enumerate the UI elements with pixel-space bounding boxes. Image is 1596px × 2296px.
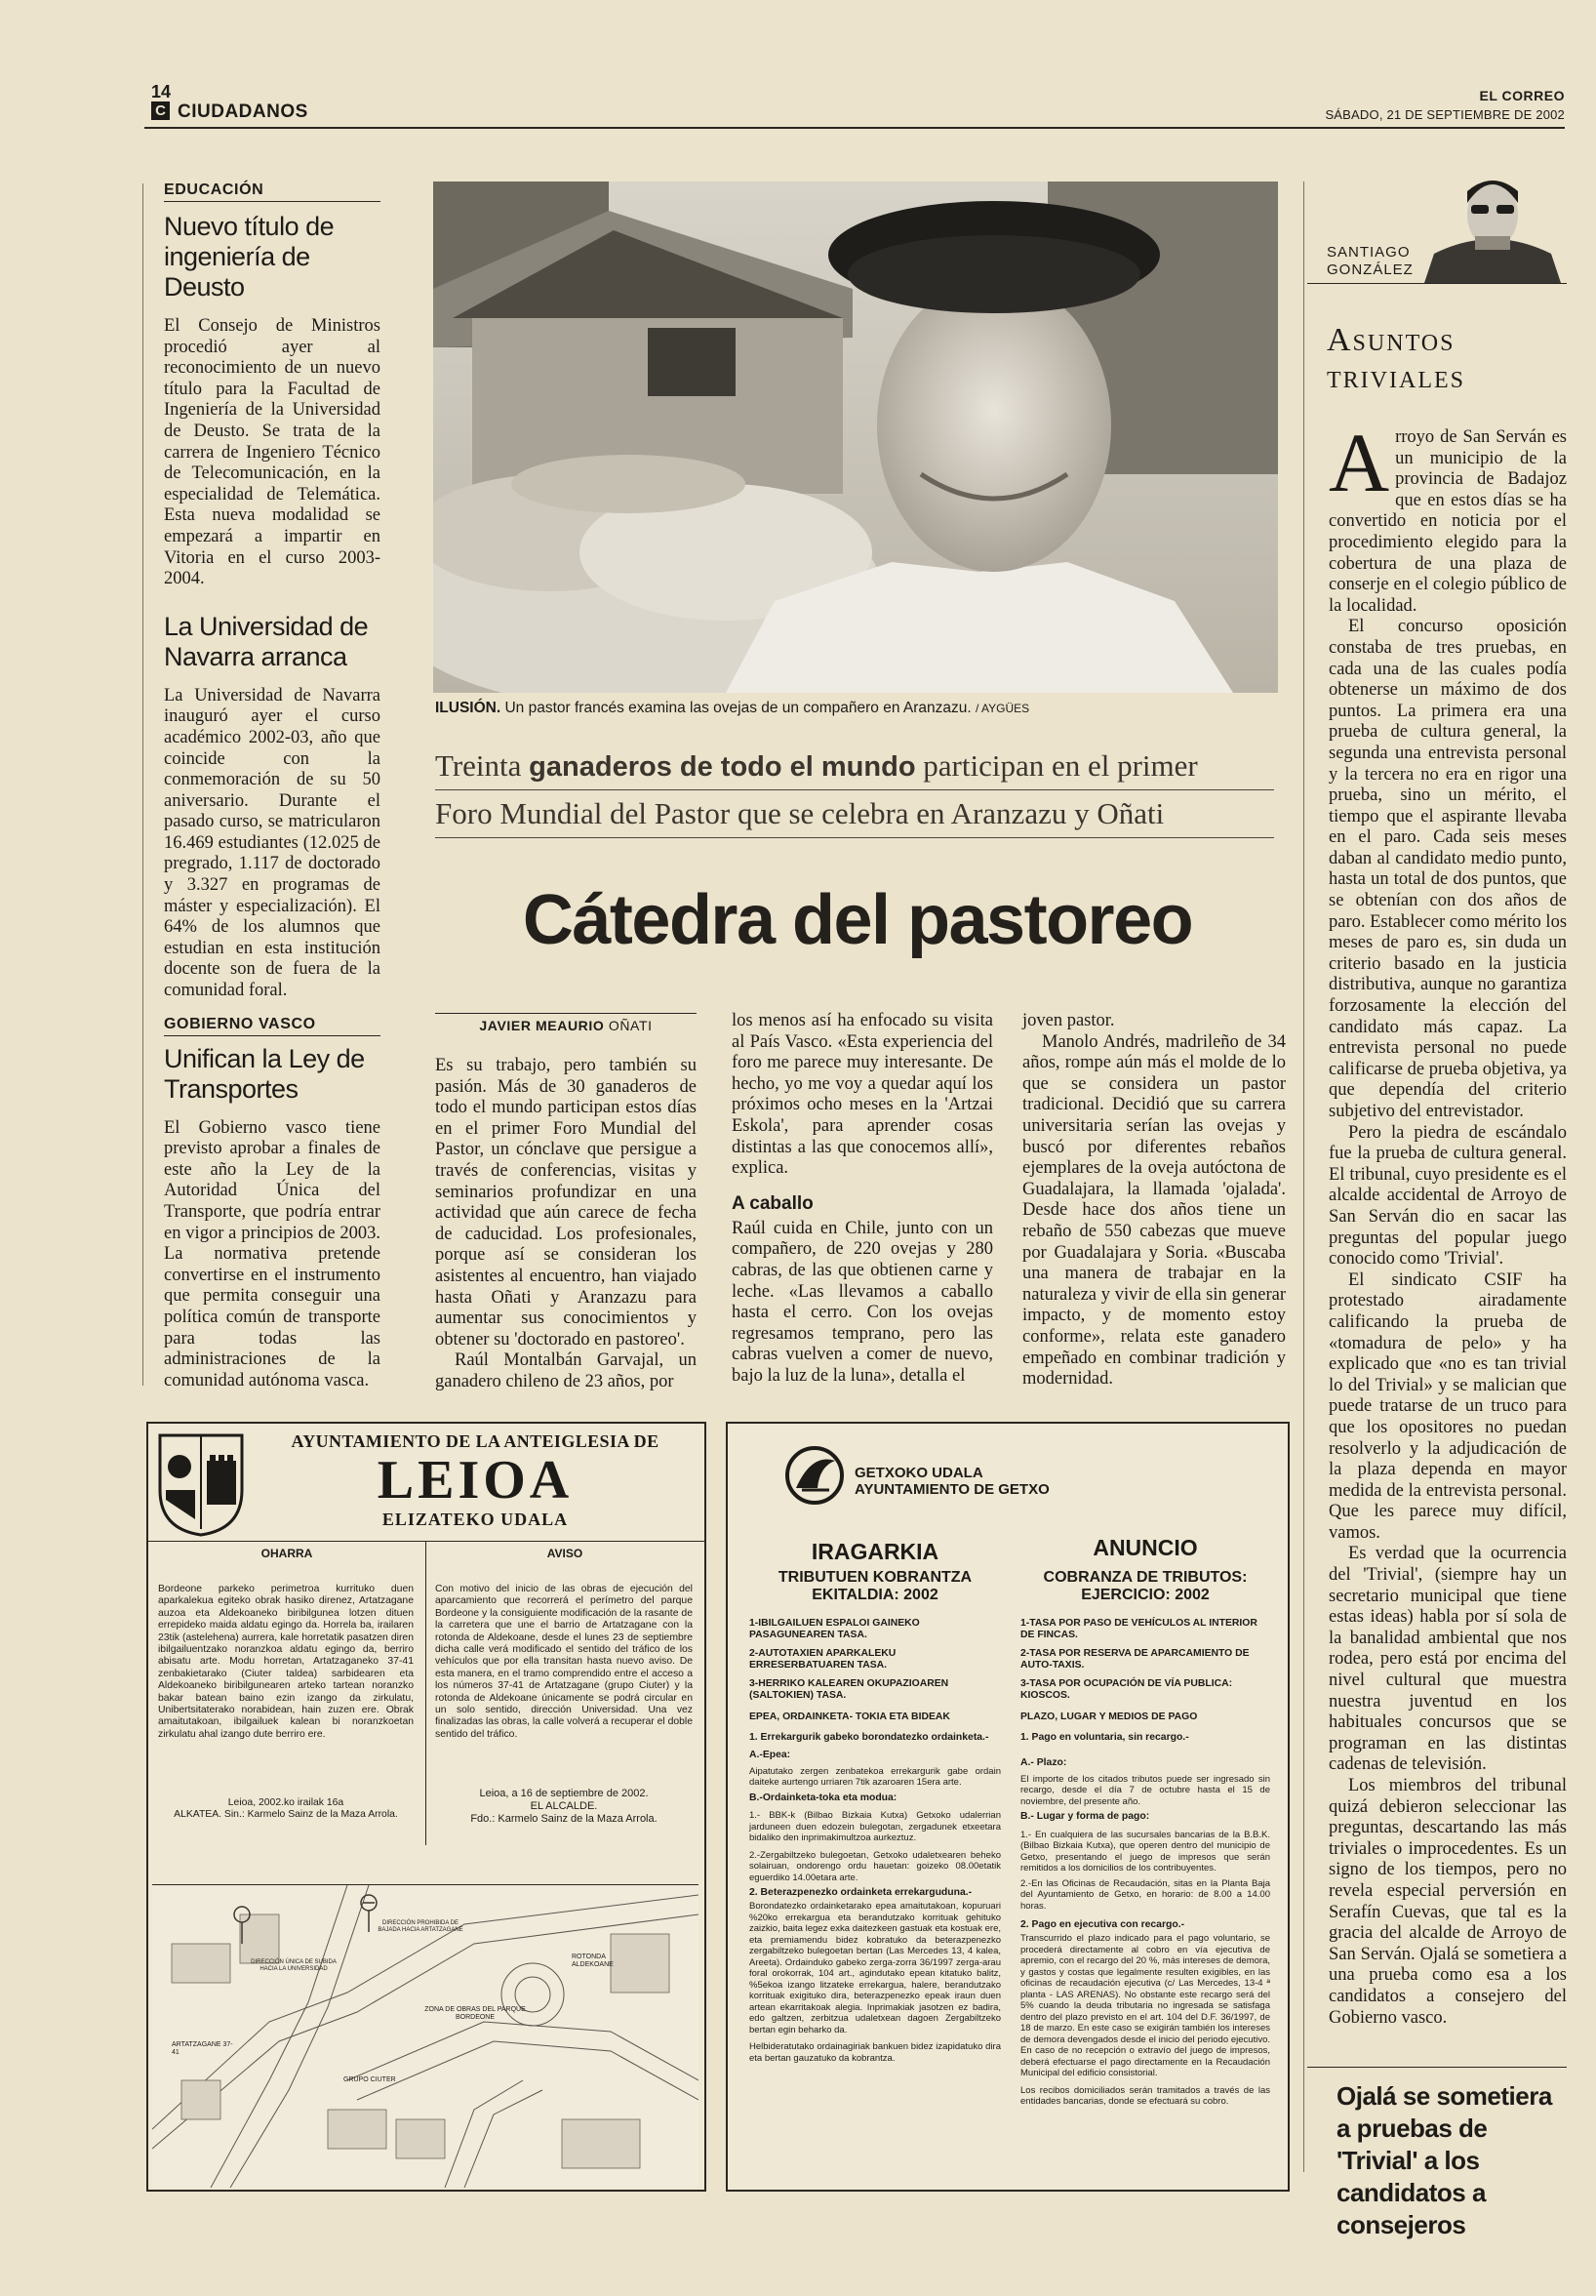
getxo-right-sub1: COBRANZA DE TRIBUTOS: xyxy=(1043,1569,1248,1586)
getxo-right-h1: PLAZO, LUGAR Y MEDIOS DE PAGO xyxy=(1020,1712,1198,1723)
getxo-right-b-text1: 1.- En cualquiera de las sucursales bancarias de la B.B.K. (Bilbao Bizkaia Kutxa), que operen dentro del municipio de Getxo, presentando el juego de impresos que serán remitidos a los domicilios de los contribuyentes. xyxy=(1020,1829,1270,1874)
deck xyxy=(435,745,1280,838)
leioa-coat-of-arms xyxy=(156,1431,246,1539)
pullquote: Ojalá se sometiera a pruebas de 'Trivial' a los candidatos a consejeros xyxy=(1337,2081,1552,2239)
getxo-right-a: A.- Plazo: xyxy=(1020,1757,1067,1769)
getxo-spanish-column xyxy=(1020,1535,1270,2108)
story-col-3 xyxy=(1022,1011,1286,1390)
byline: JAVIER MEAURIO OÑATI xyxy=(435,1013,697,1033)
map-label-subida: DIRECCIÓN ÚNICA DE SUBIDA HACIA LA UNIVERSIDAD xyxy=(251,1959,337,1972)
leioa-shield-icon xyxy=(156,1431,246,1539)
getxo-right-a-text: El importe de los citados tributos puede ser ingresado sin recargo, desde el día 7 de octubre hasta el 15 de noviembre, del presente año. xyxy=(1020,1773,1270,1807)
getxo-left-h2: 1. Errekargurik gabeko borondatezko ordainketa.- xyxy=(749,1731,989,1743)
headline-deusto: Nuevo título de ingeniería de Deusto xyxy=(164,212,335,302)
caption-lead: ILUSIÓN. xyxy=(435,700,501,716)
shepherd-photo-image xyxy=(433,181,1278,693)
caption-text: Un pastor francés examina las ovejas de un compañero en Aranzazu. xyxy=(504,700,972,716)
newspaper-name: EL CORREO xyxy=(1479,88,1565,103)
leioa-aviso-title: AVISO xyxy=(546,1547,583,1560)
deck-line-1: Treinta ganaderos de todo el mundo participan en el primer xyxy=(435,748,1198,783)
leioa-top-line: AYUNTAMIENTO DE LA ANTEIGLESIA DE xyxy=(291,1431,659,1451)
header-rule xyxy=(144,127,1565,129)
map-label-rotonda: ROTONDA ALDEKOANE xyxy=(572,1954,614,1968)
brief-transport: El Gobierno vasco tiene previsto aprobar a finales de este año la Ley de la Autoridad Única del Transporte, que podría entrar en vigor a principios de 2003. La normativa pretende convertirse en el instrumento que permita conseguir una política común de transporte para todas las administraciones de la comunidad autónoma vasca. xyxy=(164,1117,380,1390)
getxo-right-b: B.- Lugar y forma de pago: xyxy=(1020,1811,1150,1823)
leioa-name: LEIOA xyxy=(377,1450,574,1511)
headline-navarra: La Universidad de Navarra arranca xyxy=(164,611,369,671)
main-headline: Cátedra del pastoreo xyxy=(522,881,1193,959)
getxo-left-c-text2: Helbideratutako ordainagiriak bankuen bidez izapidatuko dira eta bertan gauzatuko da kobrantza. xyxy=(749,2041,1001,2064)
leioa-ohar-title: OHARRA xyxy=(260,1547,313,1560)
getxo-left-b: B.-Ordainketa-toka eta modua: xyxy=(749,1792,898,1803)
getxo-right-sub2: EJERCICIO: 2002 xyxy=(1081,1587,1210,1603)
story-col-1-text: Es su trabajo, pero también su pasión. Más de 30 ganaderos de todo el mundo participan estos días en el primer Foro Mundial del Pastor, un cónclave que persigue a través de conferencias, visitas y seminarios profundizar en una actividad que aún carece de fecha de caducidad. Los profesionales, porque así se consideran los asistentes al encuentro, han viajado hasta Oñati y Aranzazu para aumentar sus conocimientos y obtener su 'doctorado en pastoreo'. xyxy=(435,1056,697,1349)
getxo-right-h3: 2. Pago en ejecutiva con recargo.- xyxy=(1020,1919,1185,1931)
brief-deusto: El Consejo de Ministros procedió ayer al reconocimiento de un nuevo título para la Facultad de Ingeniería de la Universidad de Deusto. Se trata de la carrera de Ingeniero Técnico de Telecomunicación, en la especialidad de Telemática. Esta nueva modalidad se empezará a impartir en Vitoria en el curso 2003-2004. xyxy=(164,316,380,589)
getxo-ad xyxy=(726,1422,1290,2192)
leioa-ad xyxy=(146,1422,706,2192)
getxo-right-item-2: 2-TASA POR RESERVA DE APARCAMIENTO DE AUTO-TAXIS. xyxy=(1020,1647,1250,1672)
getxo-right-h2: 1. Pago en voluntaria, sin recargo.- xyxy=(1020,1731,1189,1743)
map-label-ciuter: GRUPO CIUTER xyxy=(343,2076,396,2083)
getxo-left-h3: 2. Beterazpenezko ordainketa errekargudunа.- xyxy=(749,1887,973,1899)
column-p3: Pero la piedra de escándalo fue la prueba de cultura general. El tribunal, cuyo presidente es el alcalde accidental de Arroyo de San Serván dio en sacar las preguntas del popular juego conocido como 'Trivial'. xyxy=(1329,1122,1567,1269)
map-label-bajada: DIRECCIÓN PROHIBIDA DE BAJADA HACIA ARTATZAGANE xyxy=(378,1920,463,1933)
getxo-left-b-text1: 1.- BBK-k (Bilbao Bizkaia Kutxa) Getxoko udalerrian jarduneen duen edozein bulegotan, zergadunek etxeetara bidaliko den inprimakimultzoa aurkeztuz. xyxy=(749,1810,1001,1844)
getxo-left-c-text: Borondatezko ordainketarako epea amaitutakoan, kopuruari %20ko errekargua eta berandutzako korrituak gehituko zaizkio, baita legez exka daitezkeen gastuak eta kostuak ere, eta premiamendu bidez kobratuko da beterazpenezko zergabiltzeko bulegoetan bertan (Las Mercedes 13, 4 kalea, Areeta). Ordainduko gabeko zerga-zorra 36/1997 zerga-arau foral orokorrak, 104 art., agindutako epean kitatuko balitz, %5ekoa izango litzateke errekargua, halere, berandutzako korrituak exigituko dira, beterazpenezko epeak iraun duen artean ekarritakoak alegia. Inprimakiak jasotzen ez badira, edo galtzen, zerbitzua udaletxean dagoen Zergabiltzeko bertan egin beharko da. xyxy=(749,1901,1001,2035)
issue-date: SÁBADO, 21 DE SEPTIEMBRE DE 2002 xyxy=(1325,107,1565,122)
getxo-right-item-3: 3-TASA POR OCUPACIÓN DE VÍA PUBLICA: KIOSCOS. xyxy=(1020,1677,1233,1702)
map-label-artatzagane: ARTATZAGANE 37-41 xyxy=(172,2041,233,2056)
leioa-ohar-signature: Leioa, 2002.ko irailak 16a ALKATEA. Sin.: Karmelo Sainz de la Maza Arrola. xyxy=(174,1797,398,1821)
getxo-left-item-3: 3-HERRIKO KALEAREN OKUPAZIOAREN (SALTOKIEN) TASA. xyxy=(749,1677,949,1702)
right-column-border xyxy=(1303,181,1304,2172)
story-col-3-text-a: joven pastor. xyxy=(1022,1011,1115,1030)
getxo-left-sub2: EKITALDIA: 2002 xyxy=(812,1587,938,1603)
getxo-basque-column xyxy=(749,1539,1001,2064)
column-body xyxy=(1329,416,1568,2029)
getxo-left-item-1: 1-IBILGAILUEN ESPALOI GAINEKO PASAGUNEAREN TASA. xyxy=(749,1618,920,1641)
subhead-a-caballo: A caballo xyxy=(732,1192,814,1214)
left-column-border xyxy=(142,183,143,1386)
map-label-obras: ZONA DE OBRAS DEL PARQUE BORDEONE xyxy=(424,2006,526,2021)
brief-navarra: La Universidad de Navarra inauguró ayer el curso académico 2002-03, año que coincide con la conmemoración de su 50 aniversario. Durante el pasado curso, se matricularon 16.469 estudiantes (12.025 de pregrado, 1.117 de doctorado y 3.327 en programas de máster y especialización). El 64% de los alumnos que estudian en esta institución docente son de fuera de la comunidad foral. xyxy=(164,685,380,1001)
leioa-map xyxy=(152,1884,698,2188)
getxo-left-a-text: Aipatutako zergen zenbatekoa errekargurik gabe ordain daiteke aurtengo urriaren 7tik azaroaren 15era arte. xyxy=(749,1765,1001,1789)
column-p6: Los miembros del tribunal quizá debieron seleccionar las preguntas, descartando las más triviales o improcedentes. Es un signo de los tiempos, pero no revela especial perversión en Serafín Cuevas, que tal es la gracia del alcalde de Arroyo de San Serván. Ojalá se sometiera a una prueba como esa a los candidatos a consejero del Gobierno vasco. xyxy=(1329,1776,1567,2028)
column-intro: Arroyo de San Serván es un municipio de la provincia de Badajoz que en estos días se ha convertido en noticia por el procedimiento elegido para la cobertura de una plaza de conserje en el colegio público de la localidad. xyxy=(1329,416,1567,616)
leioa-ohar-text: Bordeone parkeko perimetroa kurrituko duen aparkalekua egiteko obrak hasiko direnez, Artatzagane auzoa eta Aldekoaneko biribilgunea lotzen dituen errepideko maida aldatu egingo da. Horrela ba, irailaren 23tik (astelehena) aurrera, kale horretatik pasatzen diren ibilgailuentzako noranzkoa aldatu egingo da, berriro abisatu arte. Modu horretan, Artatzaganeko 37-41 zenbakietarako (Ciuter taldea) sarbidearen eta Aldekoaneko biribilgunearen arteko tartean noranzko bakar batean baino ezin izango da zirkulatu, Unibertsitaterako norabidean, hain zuzen ere. Obrak amaitutakoan, ibilgailuek kalean bi noranzkoetan zirkulatu ahal izango dute berriro ere. xyxy=(158,1584,414,1740)
columnist-photo xyxy=(1424,156,1561,283)
pullquote-rule xyxy=(1307,2067,1567,2068)
story-col-1 xyxy=(435,1056,697,1393)
getxo-right-c-text2: Los recibos domiciliados serán tramitados a través de las entidades bancarias, donde se efectuará su cobro. xyxy=(1020,2084,1270,2108)
columnist-portrait xyxy=(1424,156,1561,283)
photo-credit: / AYGÜES xyxy=(976,702,1030,715)
getxo-right-c-text: Transcurrido el plazo indicado para el pago voluntario, se procederá directamente al cobro en vía ejecutiva de apremio, con el recargo del 20 %, más intereses de demora, y gastos y costas que legalmente resulten exigibles, en las oficinas de recaudación ejecutiva (c/ Las Mercedes, 13-4 ª planta - LAS ARENAS). No obstante este recargo será del 5% cuando la deuda tributaria no ingresada se satisfaga dentro del plazo previsto en el art. 104 del D.F. 36/1997, de 18 de marzo. En este caso se exigirán también los intereses de demora devengados desde el inicio del periodo ejecutivo. En caso de no recepción o extravío del juego de impresos, deberá efectuarse el pago directamente en la Recaudación Municipal del edificio consistorial. xyxy=(1020,1933,1270,2079)
section-badge: C xyxy=(151,101,170,120)
story-col-2-text-a: los menos así ha enfocado su visita al País Vasco. «Esta experiencia del foro me parece muy interesante. De hecho, yo me voy a quedar aquí los próximos ocho meses en la 'Artzai Eskola', para aprender cosas distintas a las que conocemos allí», explica. xyxy=(732,1011,993,1179)
getxo-right-item-1: 1-TASA POR PASO DE VEHÍCULOS AL INTERIOR DE FINCAS. xyxy=(1020,1618,1257,1641)
left-column xyxy=(164,181,380,1391)
getxo-left-a: A.-Epea: xyxy=(749,1750,791,1761)
getxo-logo-icon xyxy=(784,1445,845,1506)
kicker-education: EDUCACIÓN xyxy=(164,181,264,198)
page-number: 14 xyxy=(151,82,172,101)
getxo-name: GETXOKO UDALA AYUNTAMIENTO DE GETXO xyxy=(855,1465,1050,1498)
deck-line-2: Foro Mundial del Pastor que se celebra en Aranzazu y Oñati xyxy=(435,796,1165,830)
drop-cap: A xyxy=(1329,416,1390,509)
getxo-logo xyxy=(784,1445,845,1506)
getxo-left-item-2: 2-AUTOTAXIEN APARKALEKU ERRESERBATUAREN TASA. xyxy=(749,1647,897,1672)
leioa-aviso-text: Con motivo del inicio de las obras de ejecución del aparcamiento que recorrerá el perímetro del parque Bordeone y la consiguiente modificación de la rasante de la carretera que une el barrio de Artatzagane con la rotonda de Aldekoane, desde el lunes 23 de septiembre dicha calle verá modificado el sentido del tráfico de los vehículos que por ella transitan hasta nuevo aviso. De esta manera, en el tramo comprendido entre el acceso a los números 37-41 de Artatzagane (grupo Ciuter) y la rotonda de Aldekoane únicamente se podrá circular en un solo sentido, dirección Universidad. Una vez finalizadas las obras, la calle volverá a recuperar el doble sentido del tráfico. xyxy=(435,1584,693,1740)
section-name: CIUDADANOS xyxy=(178,101,308,122)
story-col-2-text-b: Raúl cuida en Chile, junto con un compañero, de 220 ovejas y 280 cabras, de las que obtienen carne y leche. «Las llevamos a caballo hasta el cerro. Con los ovejas regresamos temprano, pero las cabras vuelven a comer de nuevo, bajo la luz de la luna», detalla el xyxy=(732,1218,993,1386)
getxo-left-title: IRAGARKIA xyxy=(811,1539,939,1564)
column-p2: El concurso oposición constaba de tres pruebas, en cada una de las cuales podía obtenerse un máximo de dos puntos. La primera era una prueba de cultura general, la segunda una entrevista personal y la tercera no era en rigor una prueba, sino un mérito, el tiempo que el aspirante llevaba en el paro. Cada seis meses daban al candidato medio punto, hasta un total de dos puntos, que se obtenían con dos años de paro. Establecer como mérito los meses de paro es, sin duda un criterio basado en la justicia distributiva, aunque no garantiza forzosamente la elección del candidato más capaz. La entrevista personal no puede calificarse de prueba objetiva, ya que dependía del criterio subjetivo del entrevistador. xyxy=(1329,617,1568,1121)
getxo-left-h1: EPEA, ORDAINKETA- TOKIA ETA BIDEAK xyxy=(749,1712,950,1723)
column-p4: El sindicato CSIF ha protestado airadamente calificando la prueba de «tomadura de pelo» y ha explicado que «no es tan trivial lo del Trivial» y se malician que puede tratarse de un truco para que los opositores no puedan resolverlo y la adjudicación de la plaza dependa en mayor medida de la entrevista personal. Que les parece muy difícil, vamos. xyxy=(1329,1269,1567,1543)
getxo-left-sub1: TRIBUTUEN KOBRANTZA xyxy=(778,1569,973,1586)
getxo-right-b-text2: 2.-En las Oficinas de Recaudación, sitas en la Planta Baja del Ayuntamiento de Getxo, en horario: de 8.00 a 14.00 horas. xyxy=(1020,1877,1270,1912)
kicker-basque-gov: GOBIERNO VASCO xyxy=(164,1015,316,1032)
story-col-3-text-b: Manolo Andrés, madrileño de 34 años, rompe aún más el molde de lo que se considera un pastor tradicional. Decidió que su carrera universitaria serían las ovejas y buscó por diferentes rebaños ejemplares de la oveja autóctona de Guadalajara, la llamada 'ojalada'. Desde hace dos años tiene un rebaño de 550 cabezas que mueve por Guadalajara y Soria. «Buscaba una manera de trabajar en la naturaleza y vivir de ella sin generar impacto, y de momento estoy conforme», relata este ganadero empeñado en combinar tradición y modernidad. xyxy=(1022,1031,1286,1390)
shepherd-photo xyxy=(433,181,1278,693)
columnist-name: SANTIAGO GONZÁLEZ xyxy=(1327,244,1414,278)
photo-caption xyxy=(435,700,1280,717)
leioa-sub: ELIZATEKO UDALA xyxy=(381,1510,569,1529)
column-title-rule xyxy=(1307,283,1567,284)
getxo-left-b-text2: 2.-Zergabiltzeko bulegoetan, Getxoko udaletxearen beheko solairuan, ondorengo ordu hauetan: goizeko 08.00etatik eguerdiko 14.00etara arte. xyxy=(749,1849,1001,1883)
story-col-2 xyxy=(732,1011,993,1388)
story-col-1-text-b: Raúl Montalbán Garvajal, un ganadero chileno de 23 años, por xyxy=(435,1350,697,1391)
getxo-right-title: ANUNCIO xyxy=(1093,1535,1198,1560)
column-title: Asuntos triviales xyxy=(1327,322,1465,395)
column-p5: Es verdad que la ocurrencia del 'Trivial', (siempre hay un secretario municipal que tiene estas ideas) habla por sí sola de la banalidad ambiental que nos rodea, pero está por encima del nivel cultural que muestra nuestra juventud en los habituales concursos que se programan en las distintas cadenas de televisión. xyxy=(1329,1544,1567,1775)
headline-transport: Unifican la Ley de Transportes xyxy=(164,1043,365,1104)
leioa-aviso-signature: Leioa, a 16 de septiembre de 2002. EL ALCALDE. Fdo.: Karmelo Sainz de la Maza Arrola. xyxy=(470,1788,658,1825)
